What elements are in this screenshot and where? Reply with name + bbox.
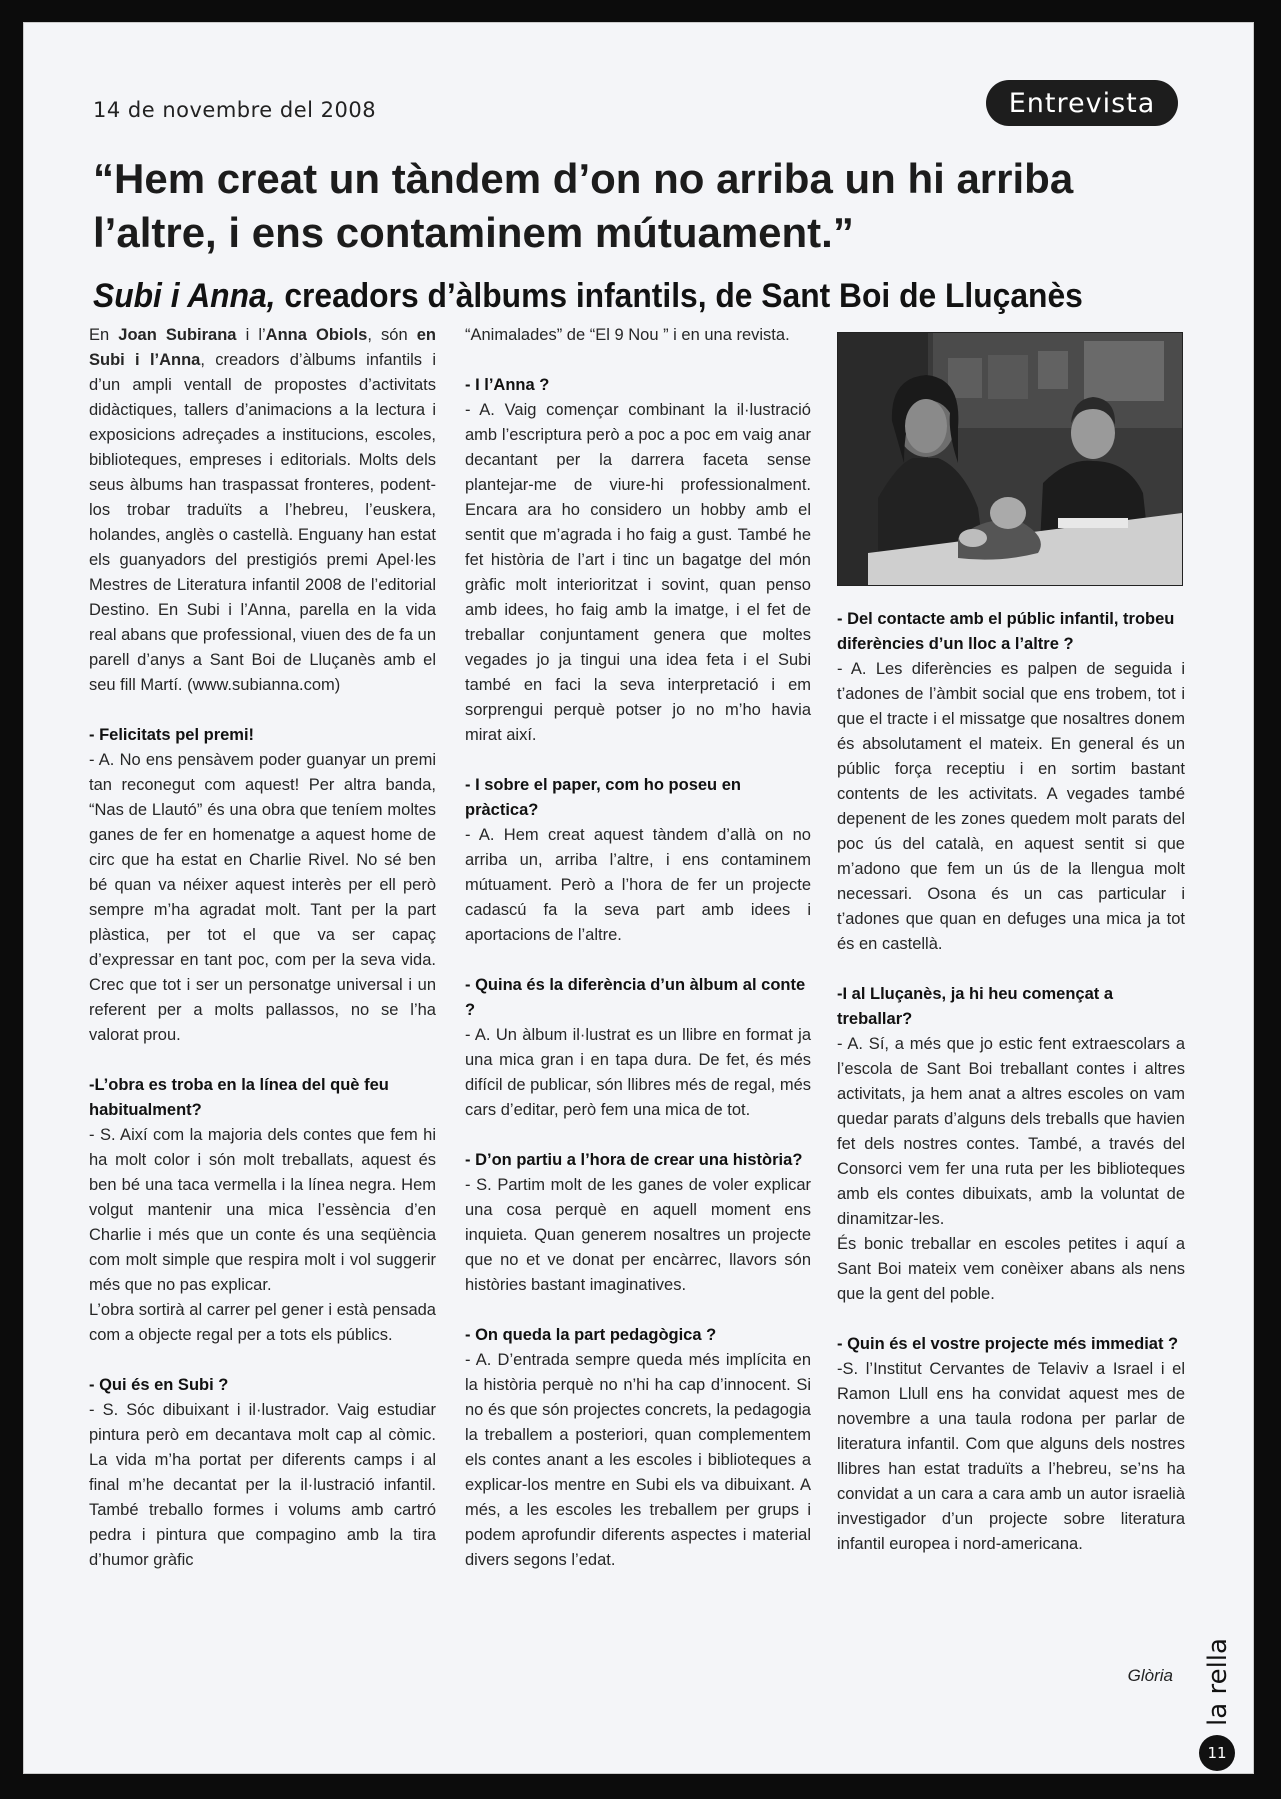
column-1 — [89, 323, 436, 1573]
paragraph-gap — [465, 1298, 811, 1323]
interview-answer: - A. D’entrada sempre queda més implícita en la història perquè no n’hi ha cap d’innocent. Si no és que són projectes concrets, la pedagogia la treballem a posteriori, quan complementem els contes anant a les escoles i biblioteques a explicar-los mentre en Subi els va dibuixant. A més, a les escoles les treballem per grups i podem aprofundir diferents aspectes i material divers segons l’edat. — [465, 1351, 811, 1569]
paragraph-gap — [465, 948, 811, 973]
interview-question: - On queda la part pedagògica ? — [465, 1326, 717, 1344]
interview-answer: - A. Les diferències es palpen de seguida i t’adones de l’àmbit social que ens trobem, tot i que el tracte i el missatge que nosaltres donem és absolutament el mateix. En general és un públic força receptiu i en sortim bastant contents de les activitats. A vegades també depenent de les zones quedem molt parats del poc ús del català, en aquest sentit si que m’adono que fem un ús de la llengua molt necessari. Osona és un cas particular i t’adones que quan en defuges una mica ja tot és en castellà. — [837, 660, 1185, 953]
subtitle-names: Subi i Anna, — [93, 277, 276, 315]
column-3 — [837, 607, 1185, 1557]
interview-question: - Felicitats pel premi! — [89, 726, 255, 744]
interview-question: - I sobre el paper, com ho poseu en pràctica? — [465, 776, 741, 819]
interview-question: -I al Lluçanès, ja hi heu començat a treballar? — [837, 985, 1114, 1028]
magazine-page — [23, 22, 1254, 1774]
paragraph-gap — [89, 1348, 436, 1373]
paragraph-gap — [89, 698, 436, 723]
page-number: 11 — [1199, 1735, 1235, 1771]
paragraph-gap — [465, 748, 811, 773]
paragraph-gap — [465, 1123, 811, 1148]
interview-answer: - A. Sí, a més que jo estic fent extraescolars a l’escola de Sant Boi treballant contes i altres activitats, ja hem anat a altres escoles on vam quedar parats d’alguns dels treballs que havien fet dels nostres contes. També, a través del Consorci vem fer una ruta per les biblioteques amb els contes dibuixats, amb la voluntat de dinamitzar-les. — [837, 1035, 1185, 1228]
column-2 — [465, 323, 811, 1573]
photo-of-two-people-icon — [838, 333, 1182, 585]
interview-question: - I l’Anna ? — [465, 376, 550, 394]
interview-answer: - A. No ens pensàvem poder guanyar un premi tan reconegut com aquest! Per altra banda, “Nas de Llautó” és una obra que teníem moltes ganes de fer en homenatge a aquest home de circ que ha estat en Charlie Rivel. No sé ben bé quan va néixer aquest interès per ell però sempre m’ha agradat molt. Tant per la part plàstica, per tot el que va ser capaç d’expressar en tant poc, com per la seva vida. Crec que tot i ser un personatge universal i un referent per a molts pallassos, no se l’ha valorat prou. — [89, 751, 436, 1044]
magazine-name-label: la rella — [1203, 1638, 1233, 1726]
interview-answer: - S. Així com la majoria dels contes que fem hi ha molt color i són molt treballats, aquest és ben bé una taca vermella i la línea negra. Hem volgut mantenir una mica l’essència d’en Charlie i més que un conte és una seqüència com molt simple que respira molt i vol suggerir més que no pas explicar. — [89, 1126, 436, 1294]
issue-date: 14 de novembre del 2008 — [93, 98, 377, 122]
interview-answer: - A. Un àlbum il·lustrat es un llibre en format ja una mica gran i en tapa dura. De fet, és més difícil de publicar, són llibres més de regal, més cars d’editar, però fem una mica de tot. — [465, 1026, 811, 1119]
paragraph-gap — [89, 1048, 436, 1073]
interview-question: -L’obra es troba en la línea del què feu habitualment? — [89, 1076, 389, 1119]
column-2-lead: “Animalades” de “El 9 Nou ” i en una revista. — [465, 326, 790, 344]
interview-answer: - A. Hem creat aquest tàndem d’allà on no arriba un, arriba l’altre, i ens contaminem mútuament. Però a l’hora de fer un projecte cadascú fa la seva part amb idees i aportacions de l’altre. — [465, 826, 811, 944]
interview-answer: - S. Sóc dibuixant i il·lustrador. Vaig estudiar pintura però em decantava molt cap al còmic. La vida m’ha portat per diferents camps i al final m’he decantat per la il·lustració infantil. També treballo formes i volums amb cartró pedra i pintura que compagino amb la tira d’humor gràfic — [89, 1401, 436, 1569]
author-signature: Glòria — [1127, 1666, 1173, 1685]
interviewees-photo — [837, 332, 1183, 586]
interview-answer: - S. Partim molt de les ganes de voler explicar una cosa perquè en aquell moment ens inquieta. Quan generem nosaltres un projecte que no et ve donat per encàrrec, llavors són històries bastant imaginatives. — [465, 1176, 811, 1294]
interview-question: - Quina és la diferència d’un àlbum al conte ? — [465, 976, 806, 1019]
paragraph-gap — [837, 957, 1185, 982]
intro-paragraph: En Joan Subirana i l’Anna Obiols, són en Subi i l’Anna, creadors d’àlbums infantils i d’un ampli ventall de propostes d’activitats didàctiques, tallers d’animacions a la lectura i exposicions adreçades a institucions, escoles, biblioteques, empreses i editorials. Molts dels seus àlbums han traspassat fronteres, podent-los trobar traduïts a l’hebreu, l’euskera, holandes, anglès o castellà. Enguany han estat els guanyadors del prestigiós premi Apel·les Mestres de Literatura infantil 2008 de l’editorial Destino. En Subi i l’Anna, parella en la vida real abans que professional, viuen des de fa un parell d’anys a Sant Boi de Lluçanès amb el seu fill Martí. (www.subianna.com) — [89, 326, 436, 694]
magazine-name — [1198, 1627, 1238, 1737]
section-badge: Entrevista — [986, 80, 1178, 126]
interview-answer: -S. l’Institut Cervantes de Telaviv a Israel i el Ramon Llull ens ha convidat aquest mes de novembre a una taula rodona per parlar de literatura infantil. Com que alguns dels nostres llibres han estat traduïts a l’hebreu, se’ns ha convidat a un cara a cara amb un autor israelià investigador d’un projecte sobre literatura infantil europea i nord-americana. — [837, 1360, 1185, 1553]
paragraph-gap — [837, 1307, 1185, 1332]
interview-answer: És bonic treballar en escoles petites i aquí a Sant Boi mateix vem conèixer abans als nens que la gent del poble. — [837, 1235, 1185, 1303]
interview-answer: L’obra sortirà al carrer pel gener i està pensada com a objecte regal per a tots els públics. — [89, 1301, 436, 1344]
interview-question: - Del contacte amb el públic infantil, trobeu diferències d’un lloc a l’altre ? — [837, 610, 1175, 653]
interview-question: - D’on partiu a l’hora de crear una història? — [465, 1151, 803, 1169]
article-subtitle — [93, 274, 1140, 318]
article-headline: “Hem creat un tàndem d’on no arriba un hi arriba l’altre, i ens contaminem mútuament.” — [93, 155, 1074, 256]
interview-answer: - A. Vaig començar combinant la il·lustració amb l’escriptura però a poc a poc em vaig anar decantant per la darrera faceta sense plantejar-me de viure-hi professionalment. Encara ara ho considero un hobby amb el sentit que m’agrada i ho faig a gust. També he fet història de l’art i tinc un bagatge del món gràfic molt interioritzat i sovint, quan penso amb idees, ho faig amb la imatge, i el fet de treballar conjuntament genera que moltes vegades jo ja tingui una idea feta i el Subi també en faci la seva interpretació i em sorprengui perquè potser jo no m’ho havia mirat així. — [465, 401, 811, 744]
interview-question: - Qui és en Subi ? — [89, 1376, 229, 1394]
subtitle-text: creadors d’àlbums infantils, de Sant Boi de Lluçanès — [275, 277, 1083, 315]
interview-question: - Quin és el vostre projecte més immediat ? — [837, 1335, 1179, 1353]
paragraph-gap — [465, 348, 811, 373]
